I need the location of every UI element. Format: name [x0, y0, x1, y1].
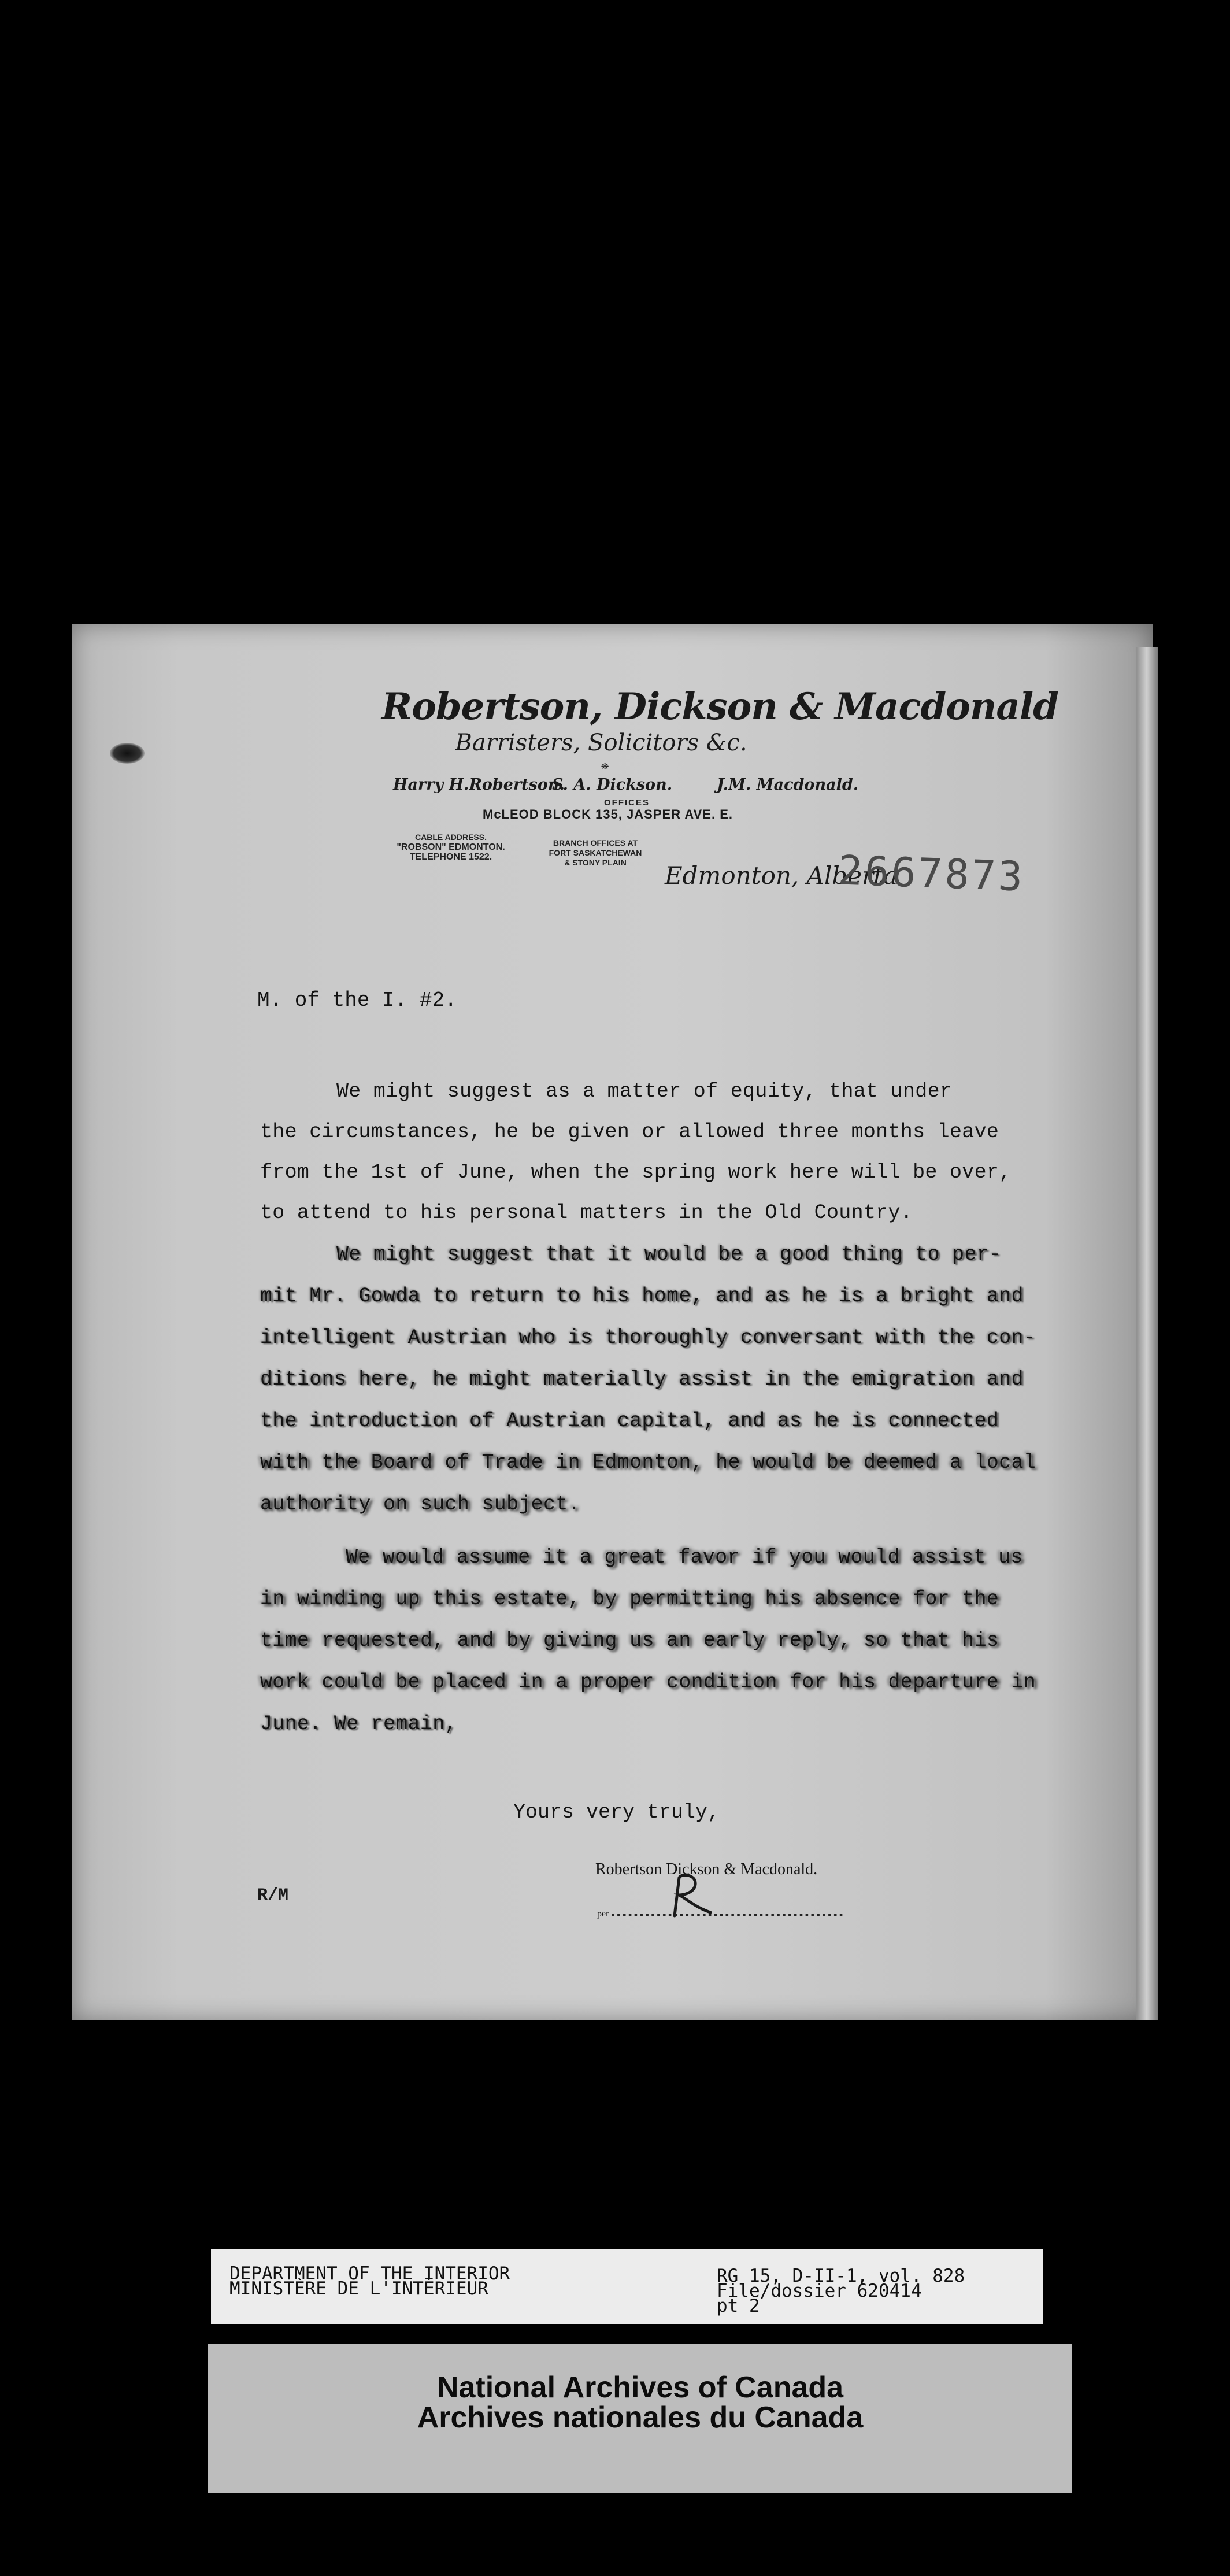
- branch-label: BRANCH OFFICES AT: [553, 838, 638, 847]
- letter-line: time requested, and by giving us an early reply, so that his: [260, 1629, 999, 1652]
- branch-1: FORT SASKATCHEWAN: [549, 848, 642, 857]
- telephone: TELEPHONE 1522.: [409, 852, 492, 862]
- letterhead-offices-label: OFFICES: [604, 798, 650, 808]
- letter-line: We might suggest as a matter of equity, that under: [336, 1080, 953, 1103]
- department-fr: MINISTÈRE DE L'INTÉRIEUR: [229, 2278, 488, 2299]
- typist-initials: R/M: [257, 1886, 289, 1905]
- signature-per: per: [597, 1909, 609, 1919]
- archive-reference: RG 15, D-II-1, vol. 828: [717, 2266, 965, 2286]
- letterhead-cable-block: [379, 832, 523, 862]
- letterhead-partner-dickson: S. A. Dickson.: [552, 776, 673, 794]
- letter-line: mit Mr. Gowda to return to his home, and as he is a bright and: [260, 1285, 1024, 1308]
- signature-line: [612, 1914, 843, 1916]
- sheet-edge: [1136, 647, 1158, 2020]
- letter-line: intelligent Austrian who is thoroughly conversant with the con-: [260, 1326, 1036, 1349]
- letterhead-place: Edmonton, Alberta: [665, 861, 898, 890]
- archive-name-fr: Archives nationales du Canada: [417, 2401, 864, 2434]
- letter-line: from the 1st of June, when the spring work here will be over,: [260, 1161, 1012, 1184]
- letterhead-address: McLEOD BLOCK 135, JASPER AVE. E.: [483, 807, 733, 821]
- letter-line: We would assume it a great favor if you would assist us: [346, 1546, 1023, 1569]
- cable-address: "ROBSON" EDMONTON.: [397, 842, 505, 852]
- letterhead-firm-name: Robertson, Dickson & Macdonald: [381, 685, 1058, 728]
- letter-closing: Yours very truly,: [513, 1801, 720, 1824]
- signature-firm: Robertson Dickson & Macdonald.: [595, 1860, 818, 1878]
- archive-reference-strip: [211, 2249, 1043, 2324]
- letter-line: the introduction of Austrian capital, and as he is connected: [260, 1409, 999, 1433]
- branch-2: & STONY PLAIN: [564, 858, 627, 867]
- letterhead-partner-robertson: Harry H.Robertson.: [393, 776, 565, 794]
- punch-hole: [110, 743, 145, 764]
- archive-name-en: National Archives of Canada: [436, 2371, 844, 2404]
- department-en: DEPARTMENT OF THE INTERIOR: [229, 2263, 510, 2284]
- signature-mark-icon: [662, 1872, 714, 1918]
- letterhead-ornament-icon: ❋: [601, 759, 609, 773]
- cable-label: CABLE ADDRESS.: [415, 832, 487, 842]
- letter-line: to attend to his personal matters in the Old Country.: [260, 1201, 913, 1224]
- letter-line: work could be placed in a proper condition for his departure in: [260, 1671, 1036, 1694]
- stamp-number: 2667873: [837, 846, 1026, 901]
- letter-line: We might suggest that it would be a good thing to per-: [336, 1243, 1002, 1266]
- archive-file: File/dossier 620414: [717, 2281, 922, 2301]
- archive-banner: [208, 2344, 1072, 2493]
- letter-line: June. We remain,: [260, 1712, 457, 1735]
- letter-line: ditions here, he might materially assist in the emigration and: [260, 1368, 1024, 1391]
- letterhead-partner-macdonald: J.M. Macdonald.: [717, 776, 859, 794]
- letter-line: the circumstances, he be given or allowed three months leave: [260, 1120, 999, 1143]
- letter-line: with the Board of Trade in Edmonton, he would be deemed a local: [260, 1451, 1036, 1474]
- letter-reference: M. of the I. #2.: [257, 989, 457, 1012]
- letterhead-branch-block: [532, 838, 659, 868]
- letterhead-profession: Barristers, Solicitors &c.: [455, 730, 747, 756]
- letter-line: authority on such subject.: [260, 1493, 580, 1516]
- letter-line: in winding up this estate, by permitting his absence for the: [260, 1587, 999, 1611]
- archive-part: pt 2: [717, 2296, 760, 2316]
